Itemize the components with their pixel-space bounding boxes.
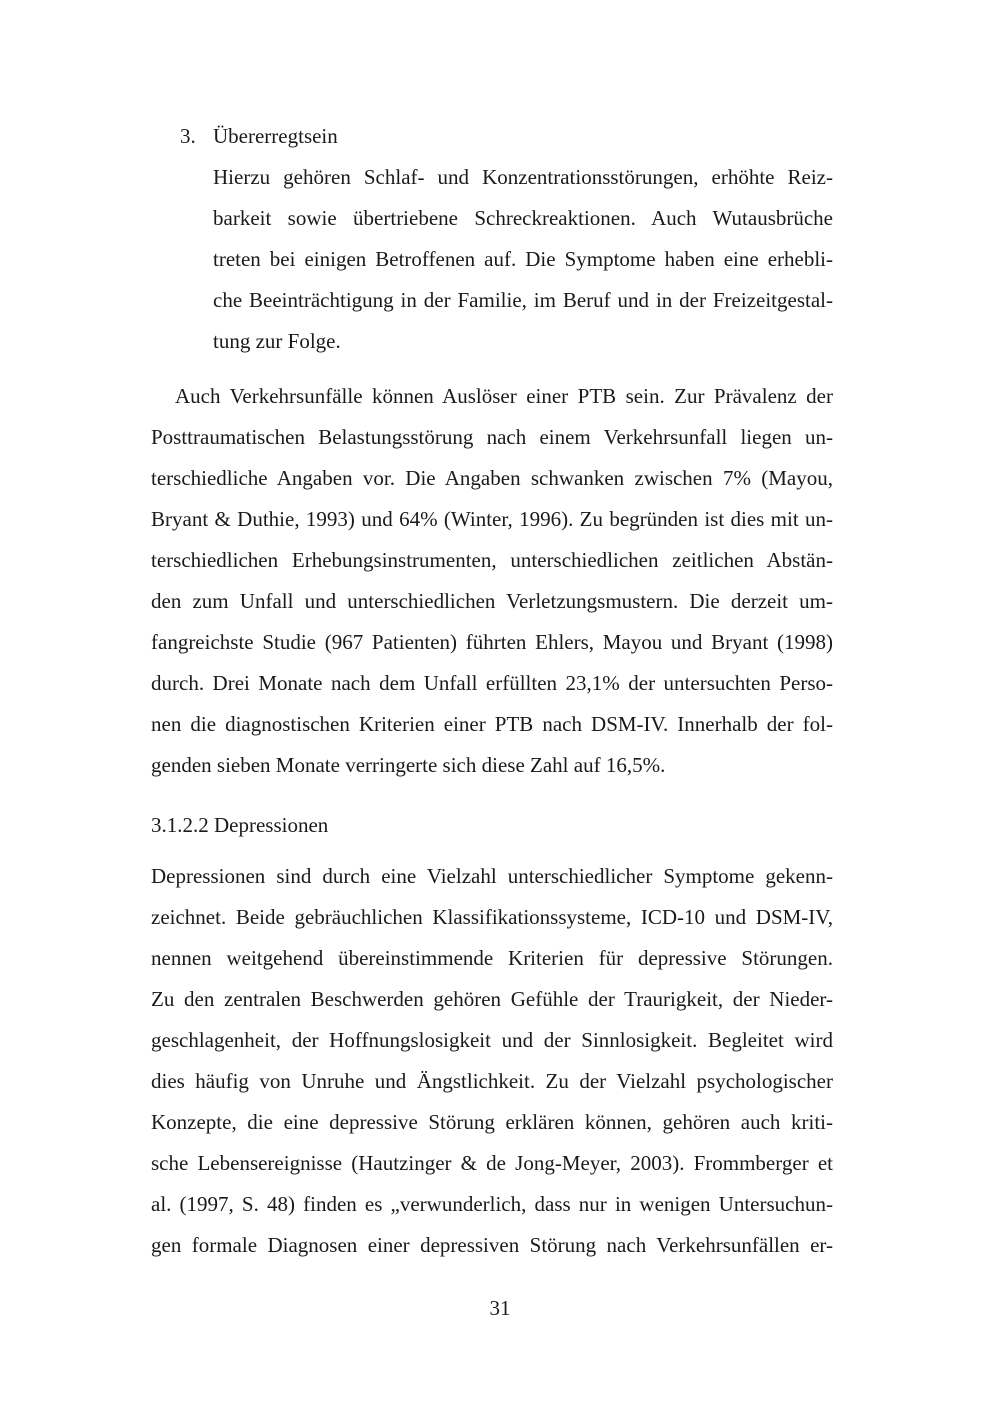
paragraph-line: sche Lebensereignisse (Hautzinger & de Jong-Meyer, 2003). Frommberger et xyxy=(151,1151,833,1175)
paragraph-line: Depressionen sind durch eine Vielzahl unterschiedlicher Symptome gekenn- xyxy=(151,864,833,888)
paragraph-line: Zu den zentralen Beschwerden gehören Gefühle der Traurigkeit, der Nieder- xyxy=(151,987,833,1011)
paragraph-line: gen formale Diagnosen einer depressiven Störung nach Verkehrsunfällen er- xyxy=(151,1233,833,1257)
section-heading: 3.1.2.2 Depressionen xyxy=(151,813,329,837)
list-item-title: Übererregtsein xyxy=(213,124,338,148)
paragraph-line: fangreichste Studie (967 Patienten) führten Ehlers, Mayou und Bryant (1998) xyxy=(151,630,833,654)
list-item-line: Hierzu gehören Schlaf- und Konzentrationsstörungen, erhöhte Reiz- xyxy=(213,165,833,189)
paragraph-line: durch. Drei Monate nach dem Unfall erfüllten 23,1% der untersuchten Perso- xyxy=(151,671,833,695)
paragraph-line: Auch Verkehrsunfälle können Auslöser einer PTB sein. Zur Prävalenz der xyxy=(175,384,833,408)
paragraph-line: terschiedlichen Erhebungsinstrumenten, unterschiedlichen zeitlichen Abstän- xyxy=(151,548,833,572)
list-item-line: treten bei einigen Betroffenen auf. Die Symptome haben eine erhebli- xyxy=(213,247,833,271)
list-item-line: tung zur Folge. xyxy=(213,329,341,353)
paragraph-line: dies häufig von Unruhe und Ängstlichkeit. Zu der Vielzahl psychologischer xyxy=(151,1069,833,1093)
list-item-line: che Beeinträchtigung in der Familie, im Beruf und in der Freizeitgestal- xyxy=(213,288,833,312)
paragraph-line: Posttraumatischen Belastungsstörung nach einem Verkehrsunfall liegen un- xyxy=(151,425,833,449)
paragraph-line: den zum Unfall und unterschiedlichen Verletzungsmustern. Die derzeit um- xyxy=(151,589,833,613)
list-item-line: barkeit sowie übertriebene Schreckreaktionen. Auch Wutausbrüche xyxy=(213,206,833,230)
list-item-number: 3. xyxy=(180,124,196,148)
paragraph-line: geschlagenheit, der Hoffnungslosigkeit und der Sinnlosigkeit. Begleitet wird xyxy=(151,1028,833,1052)
paragraph-line: Bryant & Duthie, 1993) und 64% (Winter, 1996). Zu begründen ist dies mit un- xyxy=(151,507,833,531)
paragraph-line: nennen weitgehend übereinstimmende Kriterien für depressive Störungen. xyxy=(151,946,833,970)
paragraph-line: Konzepte, die eine depressive Störung erklären können, gehören auch kriti- xyxy=(151,1110,833,1134)
page-number: 31 xyxy=(489,1296,511,1320)
paragraph-line: nen die diagnostischen Kriterien einer PTB nach DSM-IV. Innerhalb der fol- xyxy=(151,712,833,736)
paragraph-line: al. (1997, S. 48) finden es „verwunderlich, dass nur in wenigen Untersuchun- xyxy=(151,1192,833,1216)
paragraph-line: terschiedliche Angaben vor. Die Angaben schwanken zwischen 7% (Mayou, xyxy=(151,466,833,490)
paragraph-line: genden sieben Monate verringerte sich diese Zahl auf 16,5%. xyxy=(151,753,666,777)
paragraph-line: zeichnet. Beide gebräuchlichen Klassifikationssysteme, ICD-10 und DSM-IV, xyxy=(151,905,833,929)
